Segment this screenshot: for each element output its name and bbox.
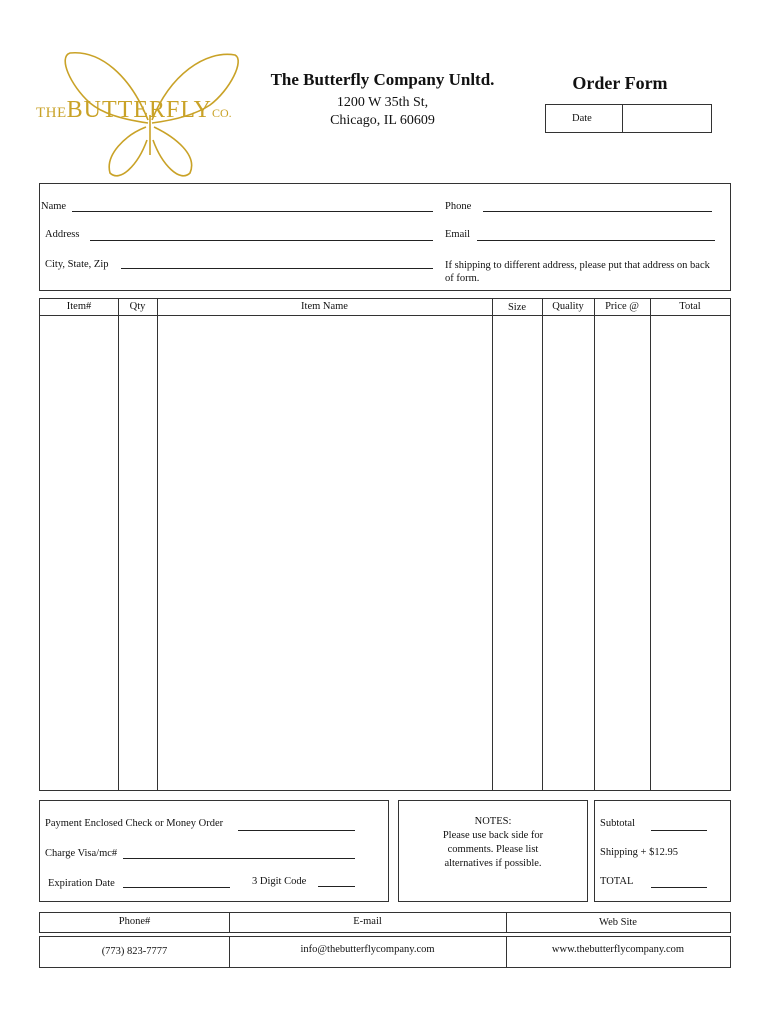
charge-card-label: Charge Visa/mc#	[45, 848, 118, 859]
contact-web-value[interactable]: www.thebutterflycompany.com	[551, 944, 685, 955]
form-title: Order Form	[572, 73, 668, 93]
expiration-label: Expiration Date	[48, 878, 115, 889]
date-field[interactable]	[624, 106, 710, 131]
col-header-total: Total	[679, 301, 701, 312]
notes-text	[398, 815, 588, 871]
notes-line2: comments. Please list	[447, 844, 539, 855]
col-header-qty: Qty	[129, 301, 146, 312]
city-label: City, State, Zip	[45, 259, 109, 270]
address-label: Address	[45, 229, 80, 240]
company-address-line2: Chicago, IL 60609	[330, 113, 435, 128]
notes-line3: alternatives if possible.	[444, 858, 542, 869]
name-label: Name	[41, 201, 67, 212]
phone-field[interactable]	[483, 211, 712, 212]
name-field[interactable]	[72, 211, 433, 212]
items-entry-area[interactable]	[40, 316, 730, 790]
contact-email-header: E-mail	[353, 916, 382, 927]
total-field[interactable]	[651, 887, 707, 888]
expiration-field[interactable]	[123, 887, 230, 888]
city-field[interactable]	[121, 268, 433, 269]
address-field[interactable]	[90, 240, 433, 241]
total-label: TOTAL	[600, 876, 634, 887]
col-header-item: Item#	[66, 301, 92, 312]
company-address-line1: 1200 W 35th St,	[336, 95, 429, 110]
code-field[interactable]	[318, 886, 355, 887]
shipping-label: Shipping + $12.95	[600, 847, 678, 858]
logo	[30, 45, 270, 185]
payment-enclosed-label: Payment Enclosed Check or Money Order	[45, 818, 224, 829]
notes-title: NOTES:	[474, 816, 512, 827]
col-header-size: Size	[507, 302, 527, 313]
phone-label: Phone	[445, 201, 472, 212]
email-label: Email	[445, 229, 471, 240]
charge-card-field[interactable]	[123, 858, 355, 859]
company-name: The Butterfly Company Unltd.	[270, 70, 495, 89]
col-header-item-name: Item Name	[301, 301, 348, 312]
date-label: Date	[572, 113, 592, 124]
logo-co: CO.	[211, 106, 232, 120]
contact-web-header: Web Site	[599, 917, 637, 928]
notes-line1: Please use back side for	[442, 830, 544, 841]
shipping-note: If shipping to different address, please put that address on back of form.	[445, 260, 710, 284]
code-label: 3 Digit Code	[252, 876, 307, 887]
col-header-quality: Quality	[552, 301, 584, 312]
payment-enclosed-field[interactable]	[238, 830, 355, 831]
logo-butterfly: BUTTERFLY	[66, 97, 212, 123]
subtotal-field[interactable]	[651, 830, 707, 831]
col-header-price: Price @	[605, 301, 639, 312]
subtotal-label: Subtotal	[600, 818, 636, 829]
contact-phone-header: Phone#	[118, 916, 151, 927]
contact-email-value[interactable]: info@thebutterflycompany.com	[300, 944, 435, 955]
contact-phone-value: (773) 823-7777	[101, 946, 168, 957]
logo-the: THE	[36, 105, 67, 121]
email-field[interactable]	[477, 240, 715, 241]
